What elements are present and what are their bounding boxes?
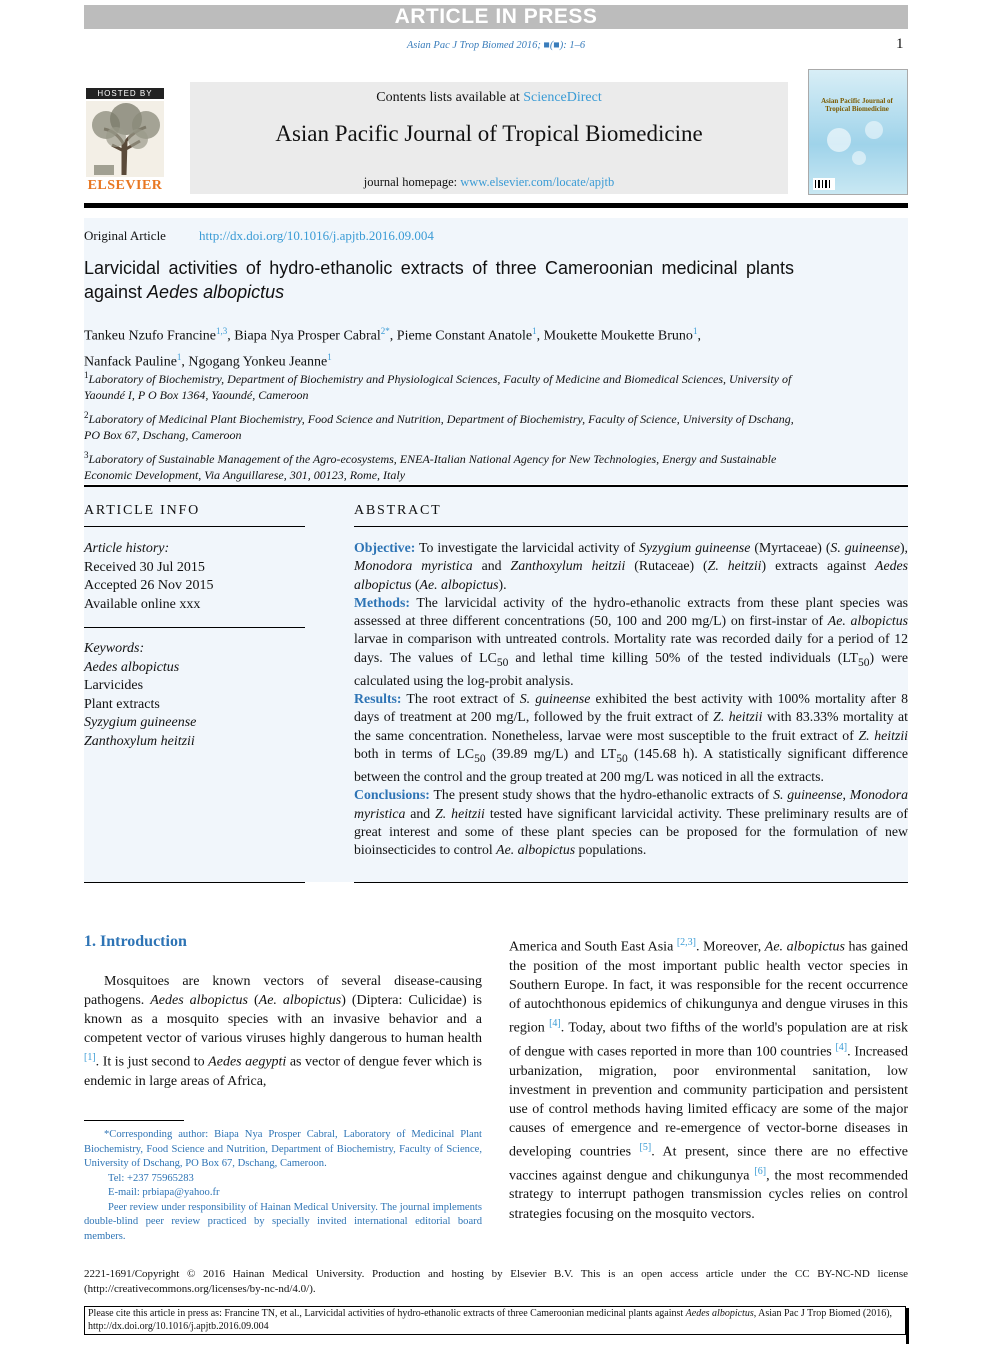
objective-label: Objective:: [354, 540, 416, 555]
author-affiliation-ref[interactable]: 1: [176, 351, 182, 362]
header-rule: [84, 203, 908, 208]
author: Tankeu Nzufo Francine: [84, 328, 216, 344]
cite-this-article-box: [84, 1306, 906, 1335]
author-affiliation-ref[interactable]: 1: [327, 351, 332, 362]
article-info-heading: ARTICLE INFO: [84, 503, 201, 518]
homepage-prefix: journal homepage:: [363, 175, 461, 189]
author: Biapa Nya Prosper Cabral: [234, 328, 381, 344]
affiliation-3: [84, 448, 794, 483]
journal-cover-image: [808, 69, 908, 195]
cover-title: Asian Pacific Journal of Tropical Biomedicine: [821, 97, 893, 113]
keyword: Syzygium guineense: [84, 715, 197, 730]
author-affiliation-ref[interactable]: 1: [532, 326, 537, 336]
author-list: Tankeu Nzufo Francine$^{1,3}$, Biapa Nya Prosper Cabral$^{2*}$, Pieme Constant Anatole$^1$, Moukette Moukette Bruno$^1$, Nanfack Pauline$^1$, Ngogang Yonkeu Jeanne$^1$: [84, 326, 701, 370]
doi-link[interactable]: http://dx.doi.org/10.1016/j.apjtb.2016.09.004: [199, 228, 434, 243]
article-history: [84, 540, 305, 614]
journal-citation-line: Asian Pac J Trop Biomed 2016; ■(■): 1–6: [406, 40, 586, 51]
accepted-date: Accepted 26 Nov 2015: [84, 578, 214, 593]
keyword: Larvicides: [84, 678, 144, 693]
homepage-link[interactable]: www.elsevier.com/locate/apjtb: [460, 175, 615, 189]
author-affiliation-ref[interactable]: 1,3: [215, 326, 228, 336]
affiliation-number: 2: [84, 410, 89, 420]
author: Pieme Constant Anatole: [396, 328, 533, 344]
article-title: [84, 256, 794, 304]
title-text: Larvicidal activities of hydro-ethanolic extracts of three Cameroonian medicinal plants against: [84, 258, 794, 302]
article-in-press-banner: ARTICLE IN PRESS: [84, 5, 908, 29]
author: Moukette Moukette Bruno: [543, 328, 693, 344]
elsevier-tree-logo: [86, 101, 164, 177]
keyword: Plant extracts: [84, 696, 160, 712]
online-date: Available online xxx: [84, 596, 201, 612]
corresponding-author-footnote: [84, 1128, 482, 1244]
peer-review-note: Peer review under responsibility of Hainan Medical University. The journal implements double-blind peer review practiced by specially invited international editorial board members.: [84, 1201, 482, 1242]
affiliation-text: Laboratory of Medicinal Plant Biochemistry, Food Science and Nutrition, Department of Biochemistry, Faculty of Science, University of Dschang, PO Box 67, Dschang, Cameroon: [84, 412, 794, 442]
hosted-by-label: HOSTED BY: [86, 88, 164, 99]
abstract-bottom-rule: [354, 882, 908, 883]
author-email[interactable]: E-mail: prbiapa@yahoo.fr: [108, 1187, 220, 1198]
affiliation-number: 3: [84, 450, 89, 460]
cite-box-species: Aedes albopictus: [685, 1308, 754, 1319]
contents-line: [190, 90, 788, 106]
affiliation-number: 1: [84, 370, 89, 380]
keywords-label: Keywords:: [84, 641, 145, 656]
article-info-bottom-rule: [84, 882, 305, 883]
cite-box-doi: , Asian Pac J Trop Biomed (2016), http://dx.doi.org/10.1016/j.apjtb.2016.09.004: [88, 1308, 893, 1332]
introduction-heading: 1. Introduction: [84, 933, 187, 950]
title-species: Aedes albopictus: [147, 282, 285, 302]
journal-homepage: [190, 175, 788, 190]
affiliation-2: [84, 408, 794, 443]
affiliation-text: Laboratory of Sustainable Management of the Agro-ecosystems, ENEA-Italian National Agency for New Technologies, Energy and Sustainable Economic Development, Via Anguillarese, 301, 00123, Rome, Italy: [84, 452, 777, 482]
copyright-notice: 2221-1691/Copyright © 2016 Hainan Medical University. Production and hosting by Elsevier B.V. This is an open access article under the CC BY-NC-ND license (http://creativecommons.org/licenses/by-nc-nd/4.0/).: [84, 1268, 908, 1295]
cite-box-edge: [906, 1308, 909, 1344]
author: Nanfack Pauline: [84, 354, 177, 370]
section-rule: [84, 485, 908, 487]
article-info-rule: [84, 526, 305, 527]
contents-prefix: Contents lists available at: [376, 90, 524, 105]
page-number: 1: [896, 36, 904, 52]
abstract-heading: ABSTRACT: [354, 503, 442, 518]
elsevier-wordmark: ELSEVIER: [87, 178, 163, 193]
affiliation-text: Laboratory of Biochemistry, Department of Biochemistry and Physiological Sciences, Faculty of Medicine and Biomedical Sciences, University of Yaoundé I, P O Box 1364, Yaoundé, Cameroon: [84, 372, 792, 402]
journal-title: Asian Pacific Journal of Tropical Biomedicine: [275, 121, 703, 146]
keywords: [84, 640, 305, 751]
cover-graphic: [809, 70, 907, 194]
author: Ngogang Yonkeu Jeanne: [188, 354, 328, 370]
received-date: Received 30 Jul 2015: [84, 559, 205, 575]
history-label: Article history:: [84, 541, 170, 556]
sciencedirect-link[interactable]: ScienceDirect: [523, 90, 602, 105]
keyword: Zanthoxylum heitzii: [84, 733, 195, 749]
author-affiliation-ref[interactable]: 1: [692, 326, 698, 336]
author-telephone: Tel: +237 75965283: [108, 1172, 194, 1184]
abstract-rule: [354, 526, 908, 527]
conclusions-label: Conclusions:: [354, 787, 430, 803]
methods-label: Methods:: [354, 594, 410, 610]
keywords-rule: [84, 627, 305, 628]
footnote-rule: [84, 1120, 184, 1121]
keyword: Aedes albopictus: [84, 659, 180, 675]
introduction-right-column: America and South East Asia [2,3]. Moreover, Ae. albopictus has gained the position of the most important public health vector species in Southern Europe. In fact, it was responsible for the recent occurrence of autochthonous epidemics of chikungunya and dengue viruses in this region [4]. Today, about two fifths of the world's population are at risk of dengue with cases reported in more than 100 countries [4]. Increased urbanization, migration, poor environmental sanitation, low investment in prevention and community participation and persistent use of control methods having limited efficacy are some of the major causes of emergence and re-emergence of vector-borne diseases in developing countries [5]. At present, since there are no effective vaccines against dengue and chikungunya [6], the most recommended strategy to interrupt pathogen transmission cycles relies on control strategies focusing on the mosquito vectors.: [509, 937, 909, 1222]
results-label: Results:: [354, 691, 402, 707]
author-affiliation-ref[interactable]: 2*: [380, 326, 390, 336]
affiliation-1: [84, 368, 794, 403]
cite-box-text: Please cite this article in press as: Francine TN, et al., Larvicidal activities of hydro-ethanolic extracts of three Cameroonian medicinal plants against: [88, 1308, 686, 1319]
article-type: Original Article: [84, 228, 166, 243]
introduction-left-column: Mosquitoes are known vectors of several disease-causing pathogens. Aedes albopictus (Ae. albopictus) (Diptera: Culicidae) is known as a mosquito species with an invasive behavior and a competent vector of various viruses highly dangerous to human health [1]. It is just second to Aedes aegypti as vector of dengue fever which is endemic in large areas of Africa,: [84, 974, 482, 1090]
abstract-text: Objective: To investigate the larvicidal activity of Syzygium guineense (Myrtaceae) (S. guineense), Monodora myristica and Zanthoxylum heitzii (Rutaceae) (Z. heitzii) extracts against Aedes albopictus (Ae. albopictus). Methods: The larvicidal activity of the hydro-ethanolic extracts from these plant species was assessed at three different concentrations (50, 100 and 200 mg/L) on first-instar of Ae. albopictus larvae in comparison with untreated controls. Mortality rate was recorded daily for a period of 12 days. The values of $LC_{50}$ and lethal time killing 50% of the tested individuals $(LT_{50})$ were calculated using the log-probit analysis. Results: The root extract of S. guineense exhibited the best activity with 100% mortality after 8 days of treatment at 200 mg/L, followed by the fruit extract of Z. heitzii with 83.33% mortality at the same concentration. Nonetheless, larvae were most susceptible to the fruit extract of Z. heitzii both in terms of $LC_{50}$ (39.89 mg/L) and $LT_{50}$ (145.68 h). A statistically significant difference between the control and the group treated at 200 mg/L was noticed in all the extracts. Conclusions: The present study shows that the hydro-ethanolic extracts of S. guineense, Monodora myristica and Z. heitzii tested have significant larvicidal activity. These preliminary results are of great interest and some of these plant species can be proposed for the formulation of new bioinsecticides to control Ae. albopictus populations.: [354, 540, 909, 858]
corresponding-author: *Corresponding author: Biapa Nya Prosper Cabral, Laboratory of Medicinal Plant Biochemistry, Food Science and Nutrition, Department of Biochemistry, Faculty of Science, University of Dschang, PO Box 67, Dschang, Cameroon.: [84, 1129, 482, 1169]
